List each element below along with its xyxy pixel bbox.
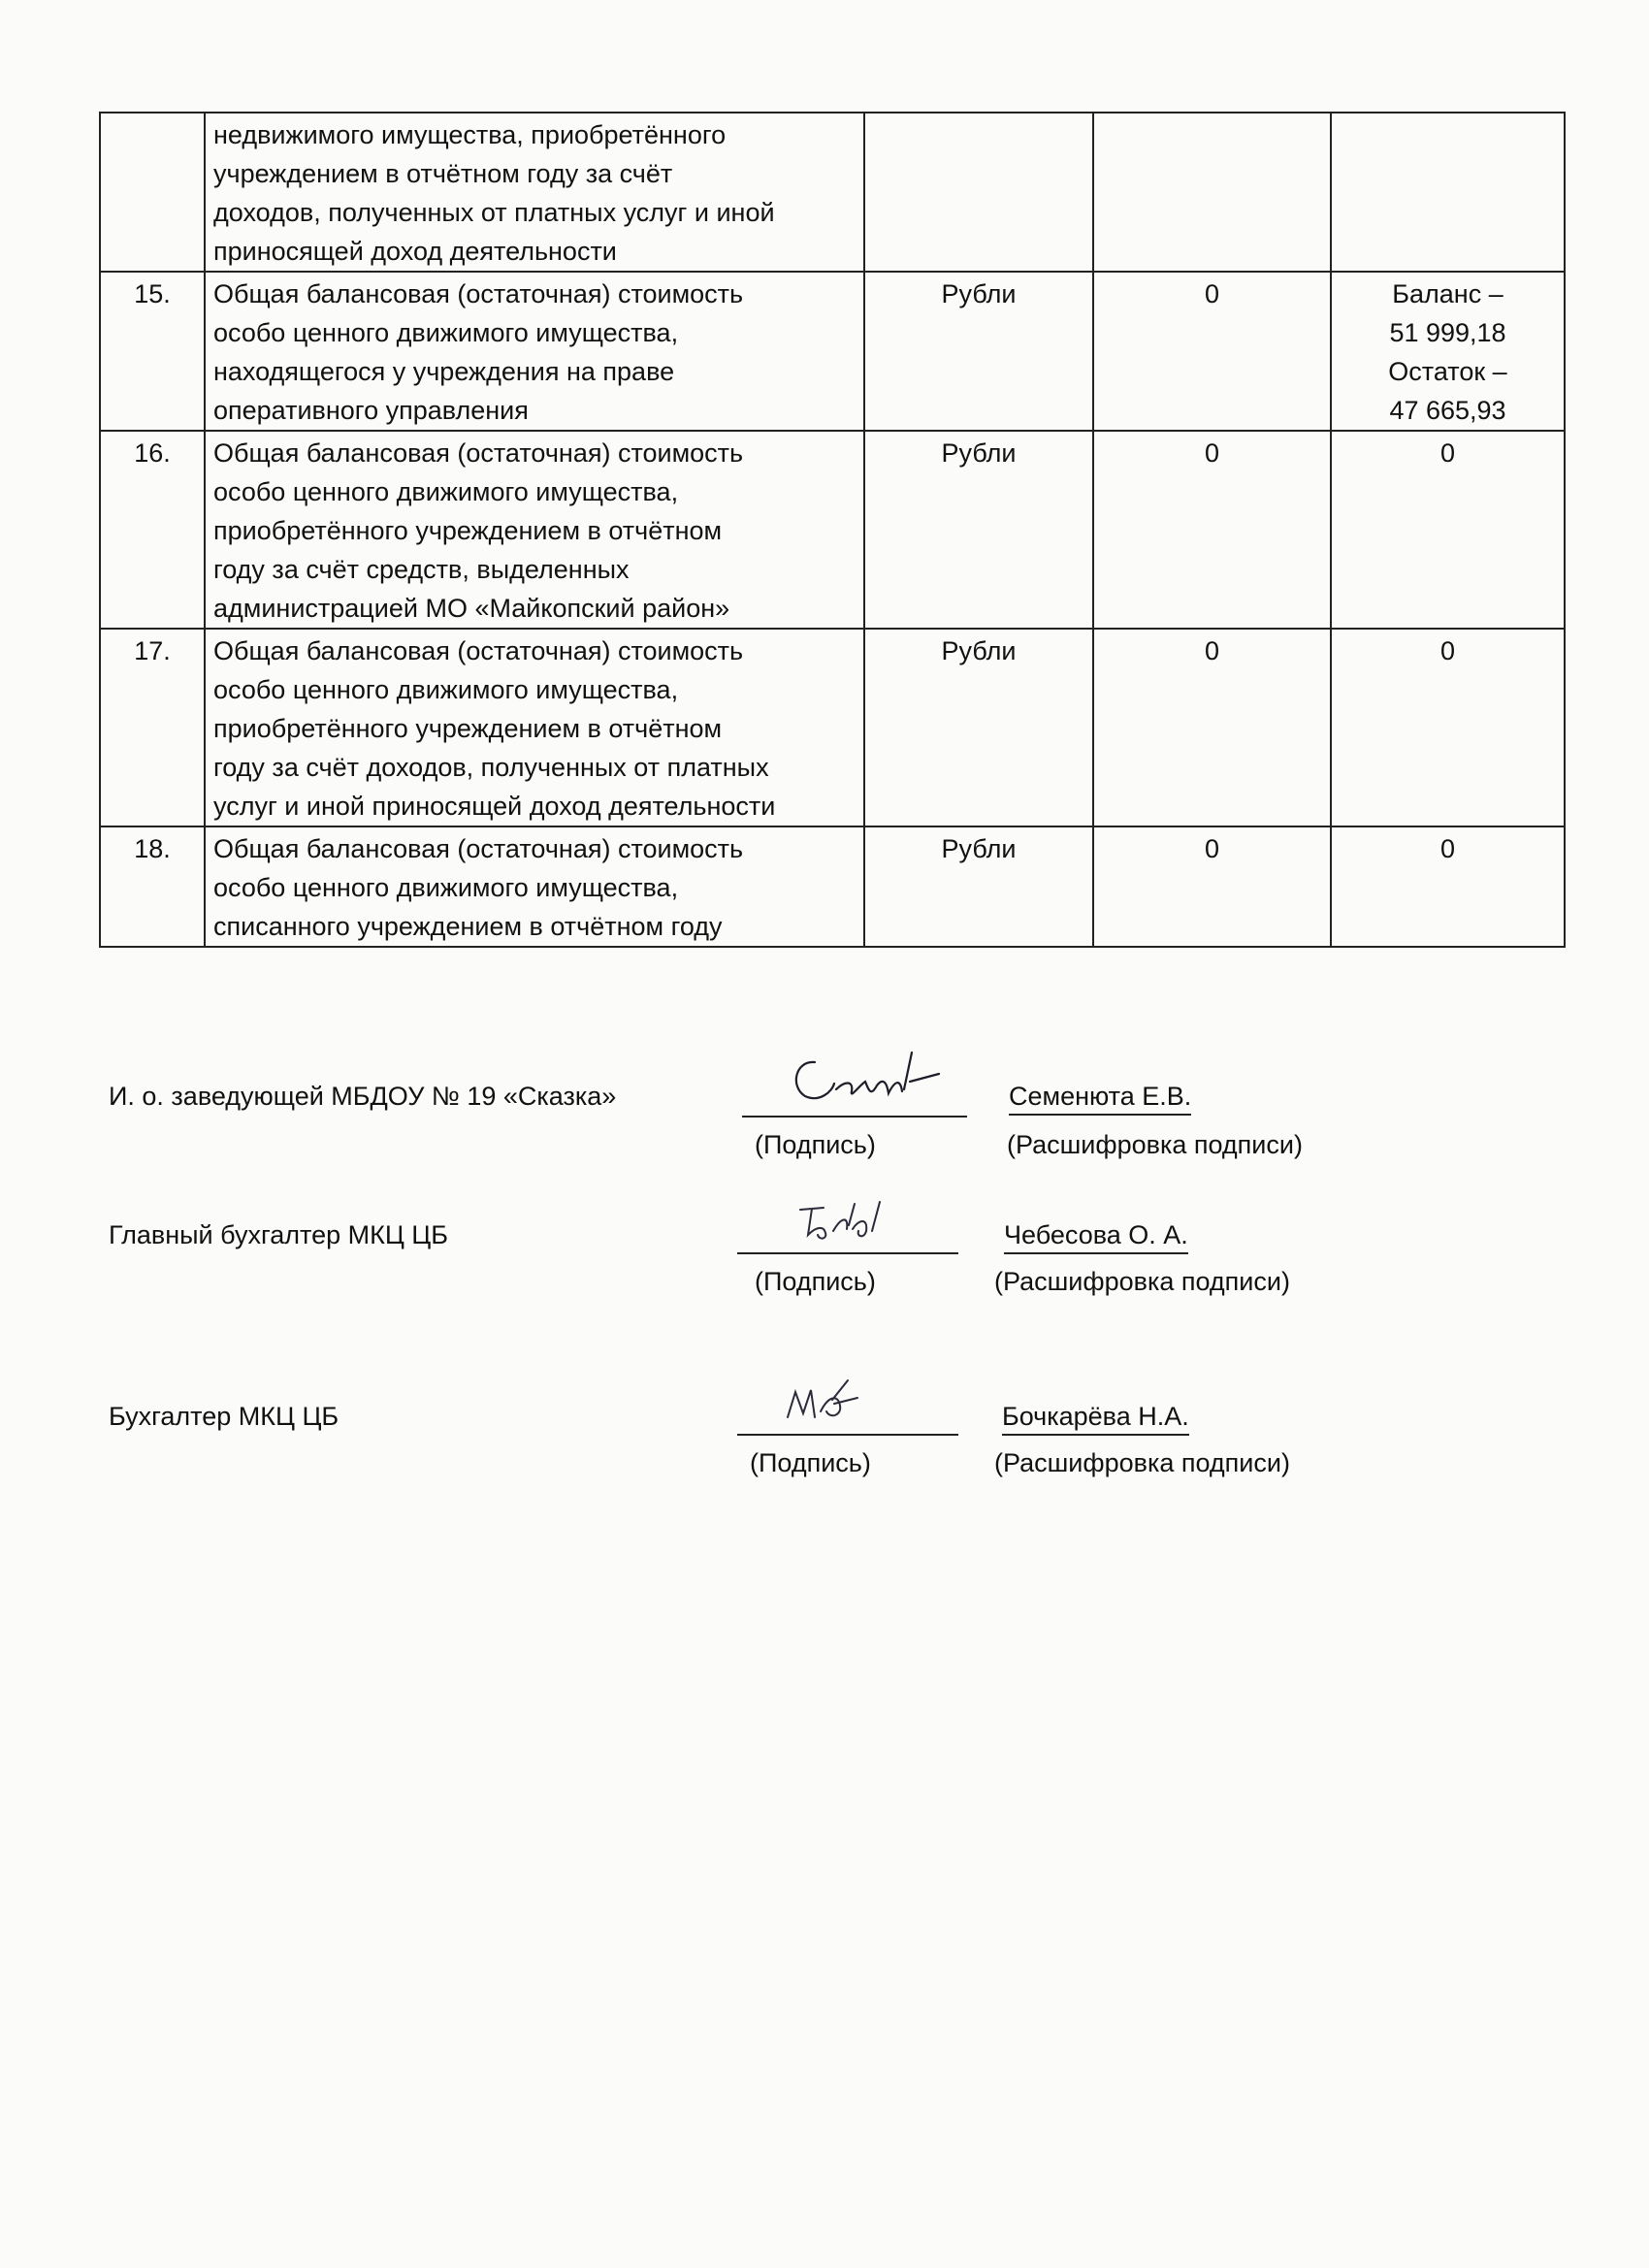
description-line: Общая балансовая (остаточная) стоимость xyxy=(213,636,744,665)
indicator-description-cell xyxy=(205,629,864,826)
unit-cell: Рубли xyxy=(864,431,1093,629)
description-line: списанного учреждением в отчётном году xyxy=(213,912,723,941)
unit-cell xyxy=(864,113,1093,272)
previous-value-cell: 0 xyxy=(1093,431,1331,629)
current-value-cell xyxy=(1331,826,1565,947)
description-line: особо ценного движимого имущества, xyxy=(213,873,679,902)
signatory-name: Бочкарёва Н.А. xyxy=(1002,1402,1189,1436)
table-row xyxy=(100,431,1565,629)
value-line: Баланс – xyxy=(1392,279,1504,308)
current-value-cell xyxy=(1331,113,1565,272)
description-line: году за счёт средств, выделенных xyxy=(213,555,630,584)
indicator-description-cell xyxy=(205,113,864,272)
name-caption: (Расшифровка подписи) xyxy=(994,1448,1290,1477)
previous-value-cell: 0 xyxy=(1093,629,1331,826)
unit-cell: Рубли xyxy=(864,629,1093,826)
signatory-role: Главный бухгалтер МКЦ ЦБ xyxy=(109,1220,448,1249)
description-line: недвижимого имущества, приобретённого xyxy=(213,120,727,149)
description-line: администрацией МО «Майкопский район» xyxy=(213,594,730,623)
description-line: находящегося у учреждения на праве xyxy=(213,357,675,386)
signatory-role: И. о. заведующей МБДОУ № 19 «Сказка» xyxy=(109,1082,617,1111)
row-number-cell: 17. xyxy=(100,629,205,826)
handwritten-signature-icon xyxy=(776,1043,960,1120)
row-number-cell: 18. xyxy=(100,826,205,947)
current-value-cell xyxy=(1331,431,1565,629)
description-line: Общая балансовая (остаточная) стоимость xyxy=(213,834,744,863)
description-line: Общая балансовая (остаточная) стоимость xyxy=(213,279,744,308)
handwritten-signature-icon xyxy=(791,1196,897,1254)
description-line: услуг и иной приносящей доход деятельности xyxy=(213,792,776,821)
unit-cell: Рубли xyxy=(864,826,1093,947)
signatory-name: Семенюта Е.В. xyxy=(1009,1082,1191,1116)
current-value-cell xyxy=(1331,629,1565,826)
indicator-description-cell xyxy=(205,272,864,431)
row-number-cell xyxy=(100,113,205,272)
description-line: особо ценного движимого имущества, xyxy=(213,477,679,506)
description-line: особо ценного движимого имущества, xyxy=(213,675,679,704)
table-row xyxy=(100,113,1565,272)
description-line: году за счёт доходов, полученных от платных xyxy=(213,753,769,782)
value-line: 51 999,18 xyxy=(1389,318,1506,347)
handwritten-signature-icon xyxy=(776,1375,863,1433)
previous-value-cell: 0 xyxy=(1093,272,1331,431)
description-line: особо ценного движимого имущества, xyxy=(213,318,679,347)
name-caption: (Расшифровка подписи) xyxy=(994,1267,1290,1296)
table-row xyxy=(100,272,1565,431)
value-line: 0 xyxy=(1439,834,1456,863)
row-number-cell: 16. xyxy=(100,431,205,629)
description-line: доходов, полученных от платных услуг и иной xyxy=(213,198,775,227)
signatory-name: Чебесова О. А. xyxy=(1004,1220,1188,1254)
table-row xyxy=(100,826,1565,947)
unit-cell: Рубли xyxy=(864,272,1093,431)
signatory-role: Бухгалтер МКЦ ЦБ xyxy=(109,1402,340,1431)
previous-value-cell xyxy=(1093,113,1331,272)
description-line: учреждением в отчётном году за счёт xyxy=(213,159,673,188)
table-row xyxy=(100,629,1565,826)
indicator-description-cell xyxy=(205,826,864,947)
description-line: Общая балансовая (остаточная) стоимость xyxy=(213,438,744,468)
row-number-cell: 15. xyxy=(100,272,205,431)
description-line: приносящей доход деятельности xyxy=(213,237,617,266)
report-table xyxy=(99,112,1566,948)
signature-line xyxy=(737,1434,958,1436)
description-line: приобретённого учреждением в отчётном xyxy=(213,516,723,545)
value-line: 0 xyxy=(1439,438,1456,468)
signature-caption: (Подпись) xyxy=(755,1267,876,1296)
value-line: 0 xyxy=(1439,636,1456,665)
signature-caption: (Подпись) xyxy=(755,1130,876,1159)
previous-value-cell: 0 xyxy=(1093,826,1331,947)
current-value-cell xyxy=(1331,272,1565,431)
description-line: приобретённого учреждением в отчётном xyxy=(213,714,723,743)
indicator-description-cell xyxy=(205,431,864,629)
name-caption: (Расшифровка подписи) xyxy=(1007,1130,1303,1159)
value-line: Остаток – xyxy=(1388,357,1507,386)
signature-caption: (Подпись) xyxy=(750,1448,871,1477)
value-line: 47 665,93 xyxy=(1389,396,1506,425)
description-line: оперативного управления xyxy=(213,396,529,425)
